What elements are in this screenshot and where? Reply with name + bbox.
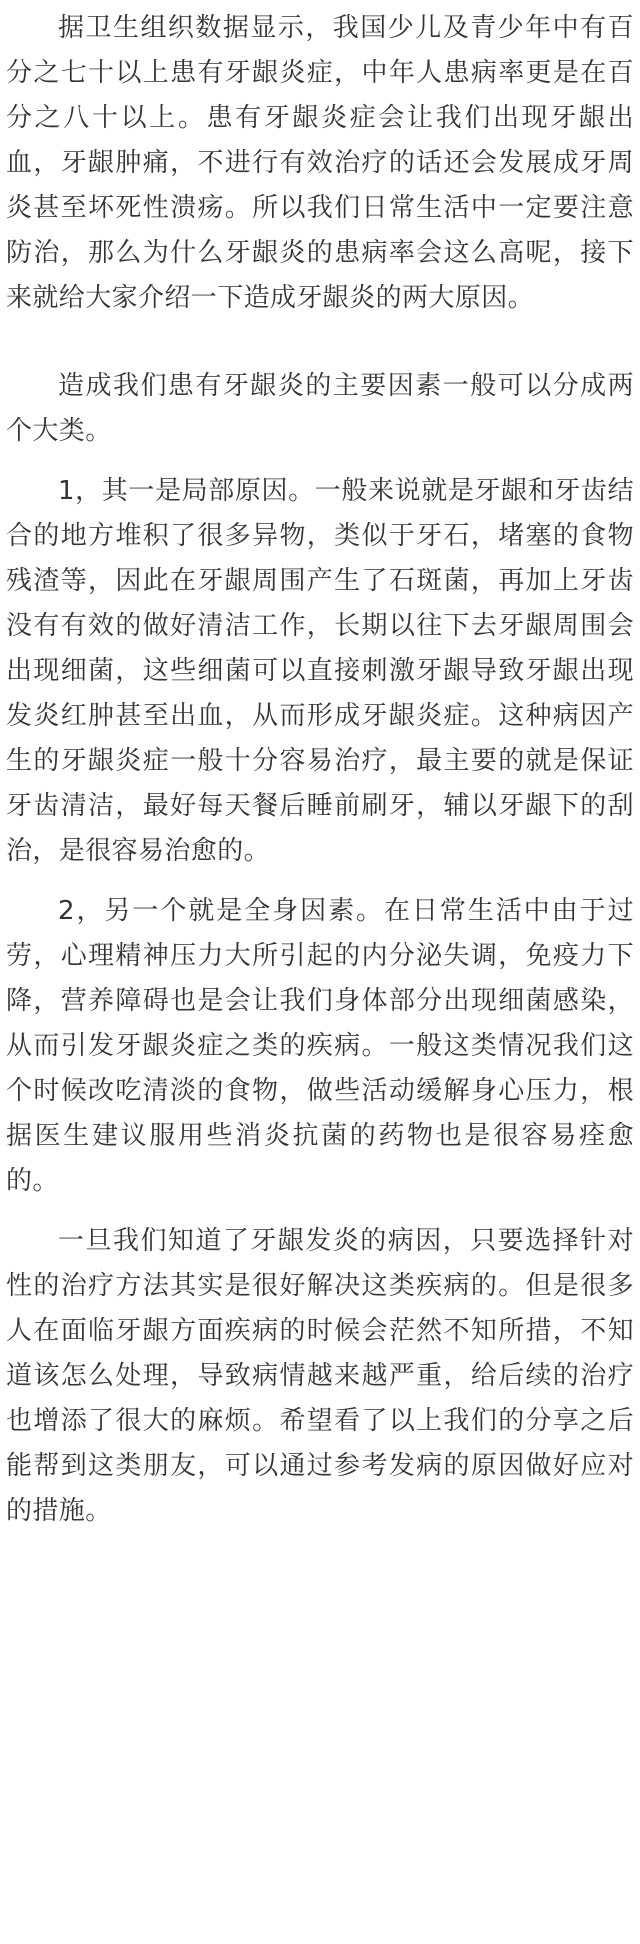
paragraph-spacer <box>6 336 634 364</box>
local-cause-paragraph: 1，其一是局部原因。一般来说就是牙龈和牙齿结合的地方堆积了很多异物，类似于牙石，堵塞的食物残渣等，因此在牙龈周围产生了石斑菌，再加上牙齿没有有效的做好清洁工作，长期以往下去牙龈周围会出现细菌，这些细菌可以直接刺激牙龈导致牙龈出现发炎红肿甚至出血，从而形成牙龈炎症。这种病因产生的牙龈炎症一般十分容易治疗，最主要的就是保证牙齿清洁，最好每天餐后睡前刷牙，辅以牙龈下的刮治，是很容易治愈的。 <box>6 476 634 866</box>
systemic-cause-paragraph: 2，另一个就是全身因素。在日常生活中由于过劳，心理精神压力大所引起的内分泌失调，免疫力下降，营养障碍也是会让我们身体部分出现细菌感染，从而引发牙龈炎症之类的疾病。一般这类情况我们这个时候改吃清淡的食物，做些活动缓解身心压力，根据医生建议服用些消炎抗菌的药物也是很容易痊愈的。 <box>6 896 634 1196</box>
intro-paragraph: 据卫生组织数据显示，我国少儿及青少年中有百分之七十以上患有牙龈炎症，中年人患病率更是在百分之八十以上。患有牙龈炎症会让我们出现牙龈出血，牙龈肿痛，不进行有效治疗的话还会发展成牙周炎甚至坏死性溃疡。所以我们日常生活中一定要注意防治，那么为什么牙龈炎的患病率会这么高呢，接下来就给大家介绍一下造成牙龈炎的两大原因。 <box>6 13 634 313</box>
causes-overview-paragraph: 造成我们患有牙龈炎的主要因素一般可以分成两个大类。 <box>6 371 634 446</box>
conclusion-paragraph: 一旦我们知道了牙龈发炎的病因，只要选择针对性的治疗方法其实是很好解决这类疾病的。但是很多人在面临牙龈方面疾病的时候会茫然不知所措，不知道该怎么处理，导致病情越来越严重，给后续的治疗也增添了很大的麻烦。希望看了以上我们的分享之后能帮到这类朋友，可以通过参考发病的原因做好应对的措施。 <box>6 1226 634 1526</box>
